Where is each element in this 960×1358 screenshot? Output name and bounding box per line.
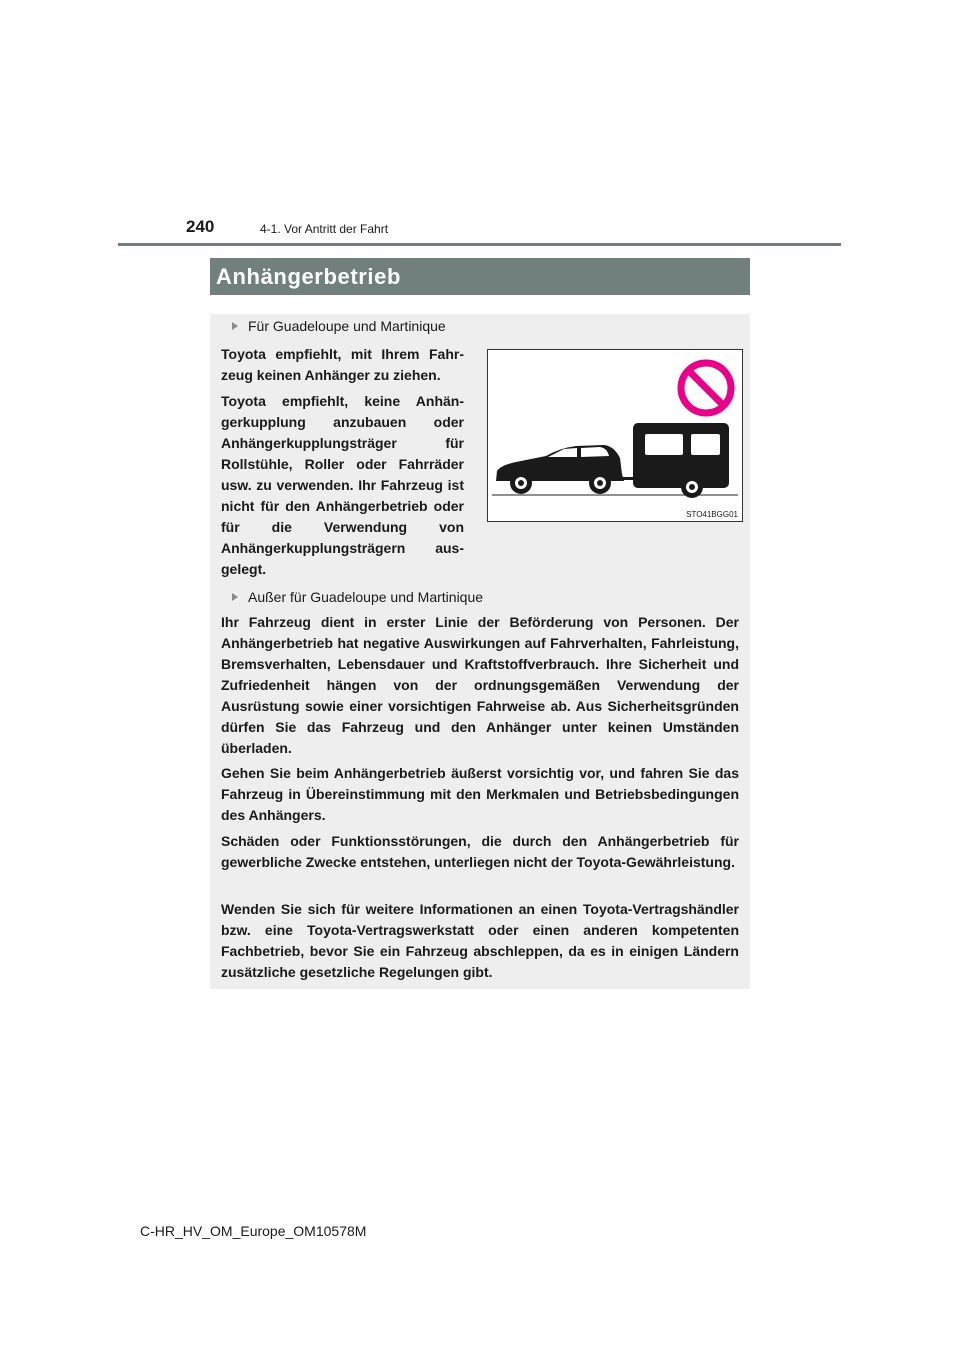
figure-code: STO41BGG01: [686, 510, 738, 519]
page-title: Anhängerbetrieb: [216, 263, 402, 289]
footer-doc-id: C-HR_HV_OM_Europe_OM10578M: [140, 1223, 367, 1239]
paragraph-warranty: Schäden oder Funktionsstörungen, die durch den Anhängerbetrieb für gewerbliche Zwecke entstehen, unterliegen nicht der Toyota-Gewährleistung.: [221, 833, 739, 870]
content-box: [210, 314, 750, 989]
paragraph-contact-dealer: Wenden Sie sich für weitere Informationen an einen Toyota-Vertragshändler bzw. eine Toyota-Vertragswerkstatt oder einen anderen kompetenten Fachbetrieb, bevor Sie ein Fahrzeug abschleppen, da es in einigen Ländern zusätzliche gesetzliche Regelungen gibt.: [221, 901, 739, 980]
page-number: 240: [186, 217, 215, 236]
paragraph-careful-towing: Gehen Sie beim Anhängerbetrieb äußerst vorsichtig vor, und fahren Sie das Fahrzeug in Übereinstimmung mit den Merkmalen und Betriebsbedingungen des Anhängers.: [221, 765, 739, 823]
section-reference: 4-1. Vor Antritt der Fahrt: [260, 222, 389, 236]
triangle-bullet-icon: [232, 322, 238, 330]
bullet-except-guadeloupe: [232, 589, 483, 605]
car-silhouette-icon: [496, 445, 624, 494]
bullet-label: Außer für Guadeloupe und Martinique: [248, 589, 484, 605]
triangle-bullet-icon: [232, 593, 238, 601]
bullet-guadeloupe: [232, 318, 446, 334]
trailer-silhouette-icon: [633, 423, 729, 498]
title-bar: [210, 258, 750, 295]
prohibition-icon: [681, 363, 731, 413]
paragraph-recommend-no-trailer: Toyota empfiehlt, mit Ihrem Fahrzeug keinen Anhänger zu ziehen.: [221, 346, 464, 383]
header-rule: [118, 243, 841, 246]
illustration-figure: [487, 349, 743, 522]
paragraph-no-hitch: Toyota empfiehlt, keine Anhängerkupplung anzubauen oder Anhängerkupplungsträger für Rollstühle, Roller oder Fahrräder usw. zu verwenden. Ihr Fahrzeug ist nicht für den Anhängerbetrieb oder für die Verwendung von Anhängerkupplungsträgern ausgelegt.: [221, 393, 464, 577]
paragraph-passenger-vehicle: Ihr Fahrzeug dient in erster Linie der Beförderung von Personen. Der Anhängerbetrieb hat negative Auswirkungen auf Fahrverhalten, Fahrleistung, Bremsverhalten, Lebensdauer und Kraftstoffverbrauch. Ihre Sicherheit und Zufriedenheit hängen von der ordnungsgemäßen Verwendung der Ausrüstung sowie einer vorsichtigen Fahrweise ab. Aus Sicherheitsgründen dürfen Sie das Fahrzeug und den Anhänger unter keinen Umständen überladen.: [221, 614, 739, 756]
car-trailer-prohibited-illustration: [488, 350, 742, 521]
bullet-label: Für Guadeloupe und Martinique: [248, 318, 446, 334]
